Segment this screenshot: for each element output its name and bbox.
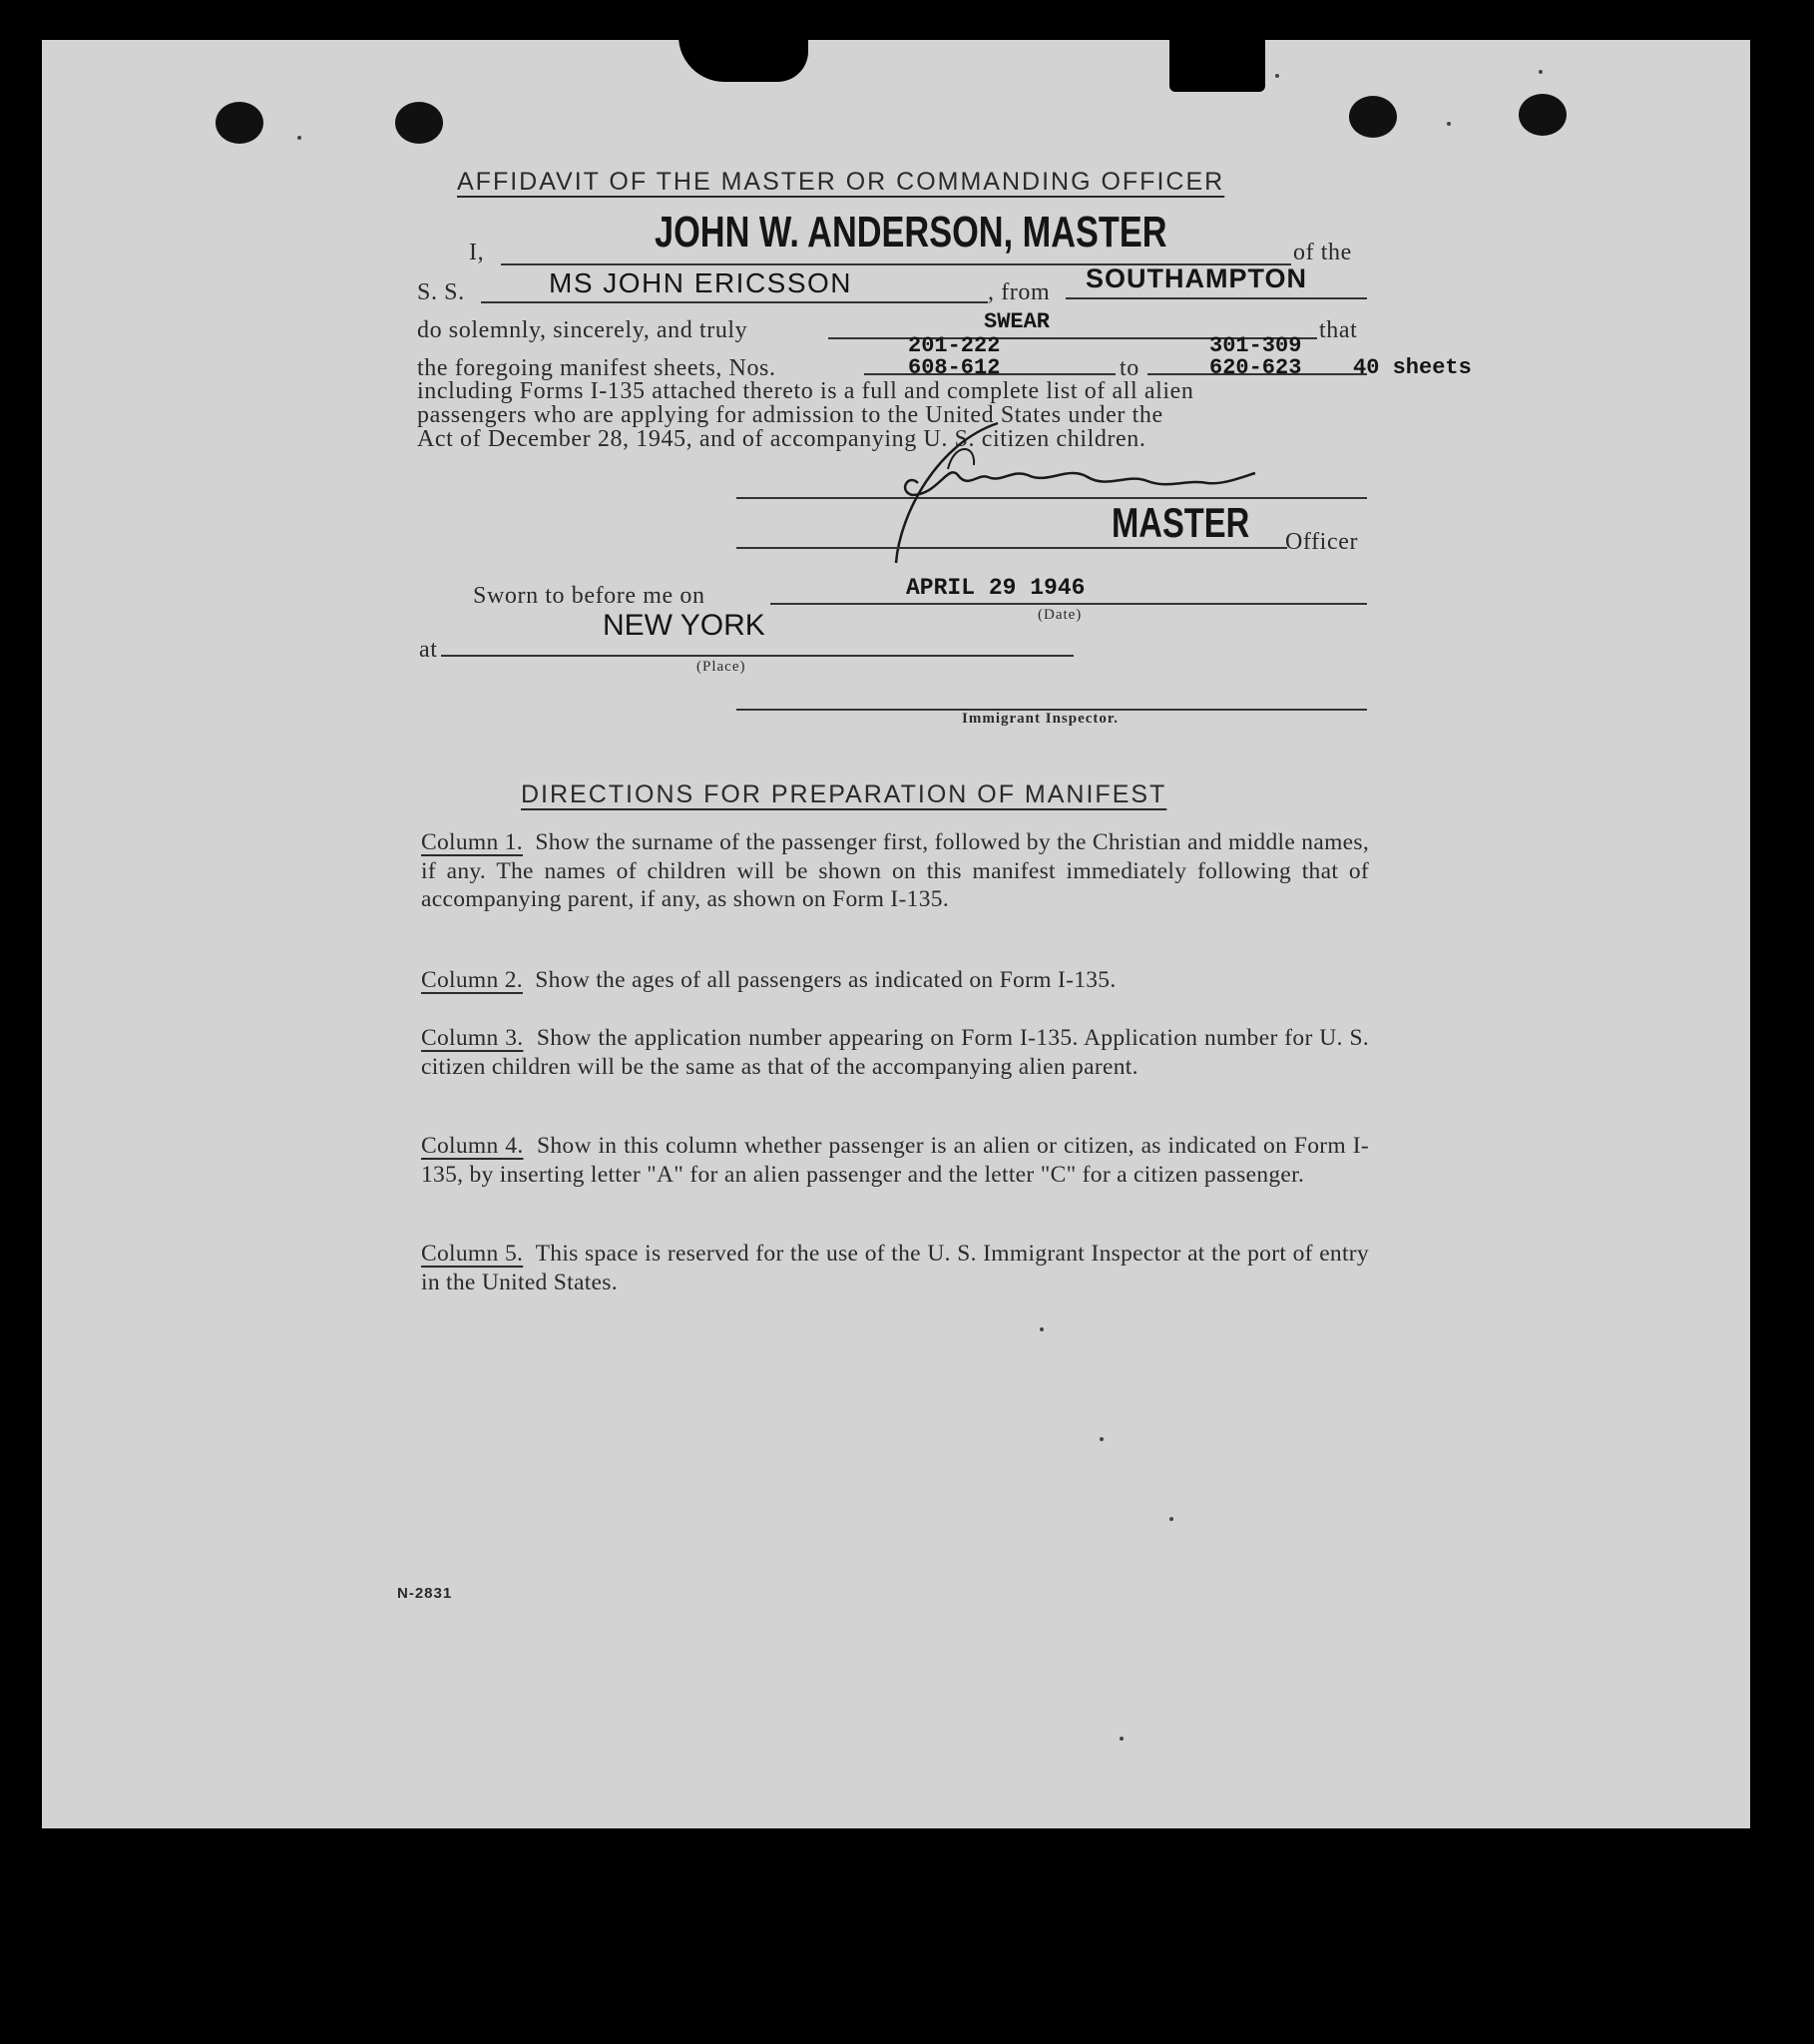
solemnly-label: do solemnly, sincerely, and truly: [417, 317, 748, 343]
to-label: to: [1120, 355, 1139, 381]
of-the-label: of the: [1293, 240, 1352, 265]
master-name: JOHN W. ANDERSON, MASTER: [655, 208, 1167, 256]
column-2-text: Show the ages of all passengers as indicated on Form I-135.: [535, 967, 1117, 993]
officer-title: MASTER: [1112, 499, 1250, 546]
column-3-text: Show the application number appearing on Form I-135. Application number for U. S. citizen children will be the same as that of the accompanying alien parent.: [421, 1025, 1369, 1080]
column-4-text: Show in this column whether passenger is an alien or citizen, as indicated on Form I-135, by inserting letter "A" for an alien passenger and the letter "C" for a citizen passenger.: [421, 1133, 1369, 1188]
directions-title: DIRECTIONS FOR PREPARATION OF MANIFEST: [521, 780, 1167, 808]
at-label: at: [419, 637, 438, 663]
speck: [1040, 1327, 1044, 1331]
direction-column-2: [421, 966, 1369, 995]
sworn-label: Sworn to before me on: [473, 583, 705, 609]
speck: [1120, 1737, 1124, 1741]
ss-label: S. S.: [417, 279, 465, 305]
top-notch-right: [1169, 36, 1265, 92]
sheet-count: 40 sheets: [1353, 355, 1472, 380]
ship-name: MS JOHN ERICSSON: [549, 267, 853, 298]
direction-column-4: [421, 1132, 1369, 1189]
that-label: that: [1319, 317, 1358, 343]
sheets-label: the foregoing manifest sheets, Nos.: [417, 355, 776, 381]
column-2-label: Column 2.: [421, 967, 523, 993]
column-5-label: Column 5.: [421, 1241, 524, 1267]
from-port: SOUTHAMPTON: [1086, 263, 1308, 293]
column-4-label: Column 4.: [421, 1133, 524, 1159]
speck: [1539, 70, 1543, 74]
place: NEW YORK: [603, 609, 765, 642]
direction-column-1: [421, 828, 1369, 914]
affidavit-text-line-3: Act of December 28, 1945, and of accompanying U. S. citizen children.: [417, 426, 1146, 452]
punch-hole: [216, 102, 263, 144]
speck: [1100, 1437, 1104, 1441]
top-notch-left: [679, 36, 808, 82]
oath: SWEAR: [984, 309, 1051, 334]
column-1-text: Show the surname of the passenger first, followed by the Christian and middle names, if any. The names of children will be shown on this manifest immediately following that of accompanying parent, if any, as shown on Form I-135.: [421, 829, 1369, 912]
punch-hole: [395, 102, 443, 144]
document-sheet: [42, 40, 1750, 1828]
officer-label: Officer: [1285, 529, 1359, 555]
sworn-date-line: [770, 603, 1367, 605]
date-caption: (Date): [1038, 607, 1083, 623]
from-label: , from: [988, 279, 1051, 305]
speck: [297, 136, 301, 140]
column-1-label: Column 1.: [421, 829, 523, 855]
sheets-to-2: 620-623: [1209, 355, 1302, 380]
i-label: I,: [469, 240, 485, 265]
inspector-caption: Immigrant Inspector.: [962, 711, 1119, 727]
sheets-from-2: 608-612: [908, 355, 1001, 380]
sworn-date: APRIL 29 1946: [906, 575, 1086, 601]
speck: [1275, 74, 1279, 78]
punch-hole: [1519, 94, 1567, 136]
speck: [1169, 1517, 1173, 1521]
sheets-from-1: 201-222: [908, 333, 1001, 358]
affidavit-title: AFFIDAVIT OF THE MASTER OR COMMANDING OFFICER: [457, 168, 1225, 196]
direction-column-3: [421, 1024, 1369, 1081]
affidavit-text-line-1: including Forms I-135 attached thereto is a full and complete list of all alien: [417, 378, 1194, 404]
punch-hole: [1349, 96, 1397, 138]
sheets-to-1: 301-309: [1209, 333, 1302, 358]
from-port-line: [1066, 297, 1367, 299]
direction-column-5: [421, 1240, 1369, 1296]
column-3-label: Column 3.: [421, 1025, 524, 1051]
place-line: [441, 655, 1074, 657]
place-caption: (Place): [696, 659, 746, 675]
column-5-text: This space is reserved for the use of the U. S. Immigrant Inspector at the port of entry in the United States.: [421, 1241, 1369, 1295]
affidavit-text-line-2: passengers who are applying for admission to the United States under the: [417, 402, 1163, 428]
ship-name-line: [481, 301, 988, 303]
officer-line: [736, 547, 1287, 549]
form-number: N-2831: [397, 1585, 453, 1602]
speck: [1447, 122, 1451, 126]
